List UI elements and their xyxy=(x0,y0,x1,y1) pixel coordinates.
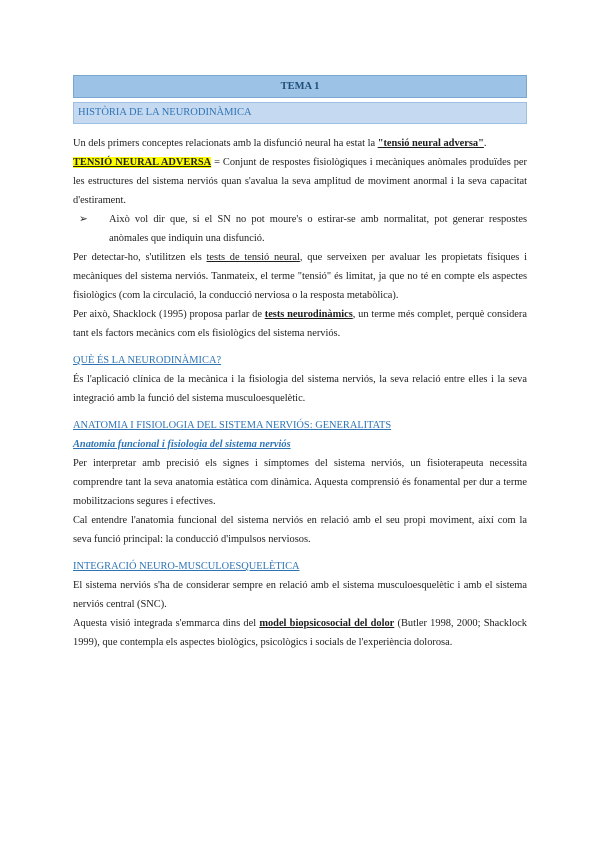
bullet-item xyxy=(73,210,527,248)
text: Per això, Shacklock (1995) proposa parlar de xyxy=(73,309,265,320)
paragraph-definition xyxy=(73,153,527,210)
section-heading xyxy=(73,351,527,370)
heading-text: INTEGRACIÓ NEURO-MUSCULOESQUELÈTICA xyxy=(73,561,300,572)
text: , que serveixen per avaluar les propietats físiques i mecàniques del sistema nerviós. Tanmateix, el terme "tensió" és limitat, ja que no té en compte els aspectes fisiològics (com la circulació, la conducció nerviosa o la resposta metabòlica). xyxy=(73,252,528,301)
text: Aquesta visió integrada s'emmarca dins del xyxy=(73,618,260,629)
section-heading xyxy=(73,557,527,576)
paragraph-neurodynamics: És l'aplicació clínica de la mecànica i la fisiologia del sistema nerviós, la seva relació entre elles i la seva integració amb la funció del sistema musculoesquelètic. xyxy=(73,374,527,404)
emphasis-term: model biopsicosocial del dolor xyxy=(259,618,395,629)
text: , un terme més complet, perquè considera tant els factors mecànics com els fisiològics del sistema nerviós. xyxy=(73,309,527,339)
heading-text: QUÈ ÉS LA NEURODINÀMICA? xyxy=(73,355,222,366)
section-heading xyxy=(73,416,527,435)
topic-title-banner: TEMA 1 xyxy=(73,75,527,98)
text: . xyxy=(483,138,487,149)
paragraph-tests xyxy=(73,248,527,305)
text: Un dels primers conceptes relacionats amb la disfunció neural ha estat la xyxy=(73,138,378,149)
emphasis-term: "tensió neural adversa" xyxy=(377,138,484,149)
underlined-term: tests de tensió neural xyxy=(206,252,300,263)
text: (Butler 1998, 2000; Shacklock 1999), que contempla els aspectes biològics, psicològics i socials de l'experiència dolorosa. xyxy=(73,618,527,648)
bullet-text: Això vol dir que, si el SN no pot moure's o estirar-se amb normalitat, pot generar respostes anòmales que indiquin una disfunció. xyxy=(109,214,527,244)
emphasis-term: tests neurodinàmics xyxy=(264,309,353,320)
text: Per detectar-ho, s'utilitzen els xyxy=(73,252,207,263)
highlighted-term: TENSIÓ NEURAL ADVERSA xyxy=(73,157,212,168)
document-page xyxy=(73,75,527,652)
subsection-heading: Anatomia funcional i fisiologia del sistema nerviós xyxy=(73,439,291,450)
paragraph-interpretation: Per interpretar amb precisió els signes i símptomes del sistema nerviós, un fisioterapeuta necessita comprendre tant la seva anatomia estàtica com dinàmica. Aquesta comprensió és fonamental per dur a terme mobilitzacions segures i efectives. xyxy=(73,458,527,507)
text: = Conjunt de respostes fisiològiques i mecàniques anòmales produïdes per les estructures del sistema nerviós quan s'avalua la seva amplitud de moviment anormal i la seva capacitat d'estirament. xyxy=(73,157,528,206)
heading-text: ANATOMIA I FISIOLOGIA DEL SISTEMA NERVIÓS: GENERALITATS xyxy=(73,420,392,431)
arrow-bullet-icon: ➢ xyxy=(79,214,88,225)
paragraph-biopsychosocial xyxy=(73,614,527,652)
paragraph-intro xyxy=(73,134,527,153)
topic-subtitle-banner: HISTÒRIA DE LA NEURODINÀMICA xyxy=(73,102,527,124)
paragraph-integration: El sistema nerviós s'ha de considerar sempre en relació amb el sistema musculoesquelètic i amb el sistema nerviós central (SNC). xyxy=(73,580,527,610)
paragraph-shacklock xyxy=(73,305,527,343)
paragraph-functional-anatomy: Cal entendre l'anatomia funcional del sistema nerviós en relació amb el seu propi moviment, així com la seva funció principal: la conducció d'impulsos nerviosos. xyxy=(73,515,527,545)
